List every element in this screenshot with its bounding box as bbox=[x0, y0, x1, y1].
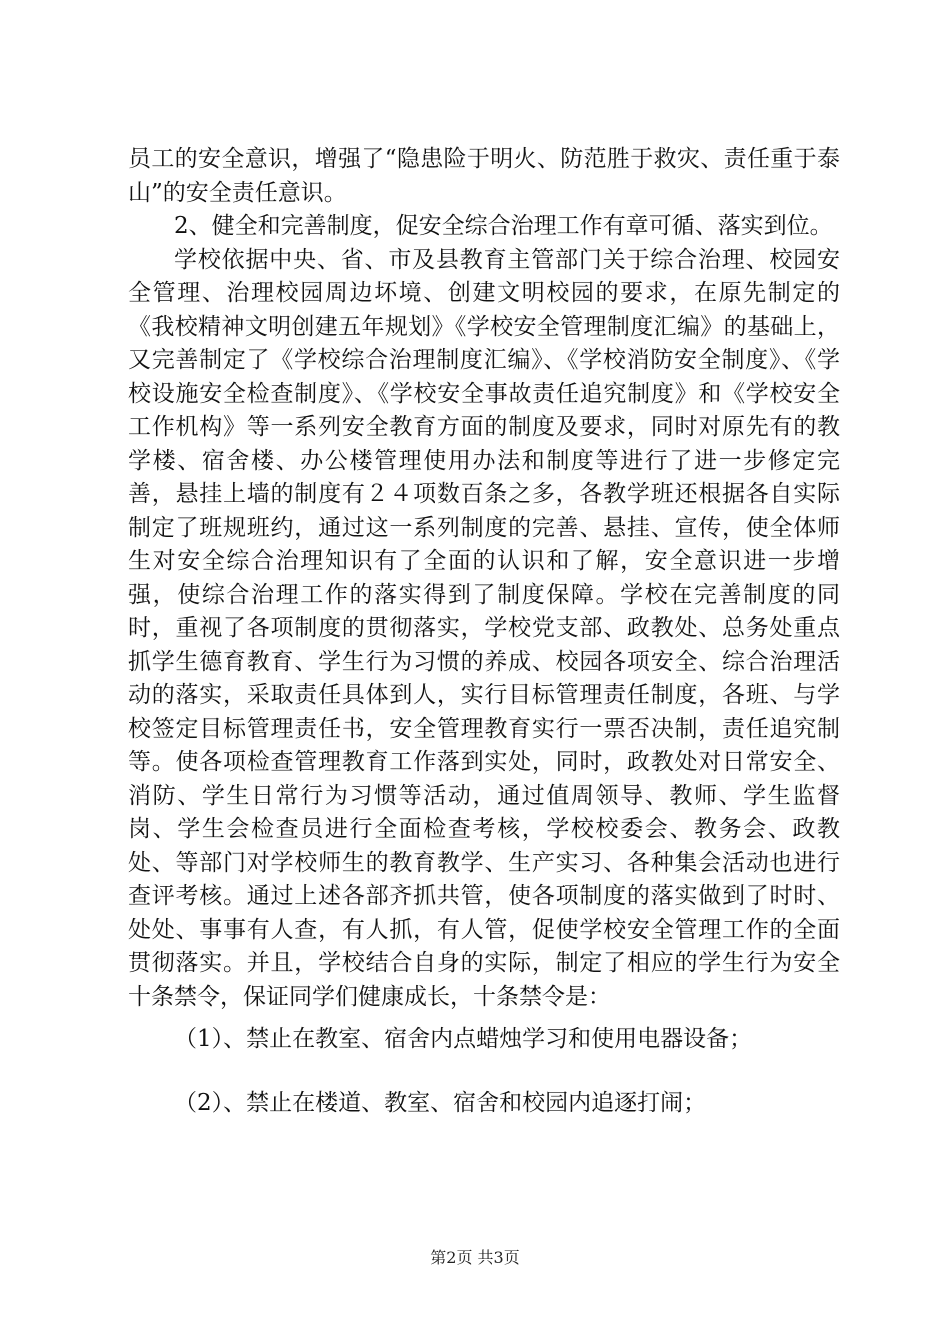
paragraph-body: 学校依据中央、省、市及县教育主管部门关于综合治理、校园安全管理、治理校园周边坏境、创建文明校园的要求，在原先制定的《我校精神文明创建五年规划》《学校安全管理制度汇编》的基础上，又完善制定了《学校综合治理制度汇编》、《学校消防安全制度》、《学校设施安全检查制度》、《学校安全事故责任追究制度》和《学校安全工作机构》等一系列安全教育方面的制度及要求，同时对原先有的教学楼、宿舍楼、办公楼管理使用办法和制度等进行了进一步修定完善，悬挂上墙的制度有２４项数百条之多，各教学班还根据各自实际制定了班规班约，通过这一系列制度的完善、悬挂、宣传，使全体师生对安全综合治理知识有了全面的认识和了解，安全意识进一步增强，使综合治理工作的落实得到了制度保障。学校在完善制度的同时，重视了各项制度的贯彻落实，学校党支部、政教处、总务处重点抓学生德育教育、学生行为习惯的养成、校园各项安全、综合治理活动的落实，采取责任具体到人，实行目标管理责任制度，各班、与学校签定目标管理责任书，安全管理教育实行一票否决制，责任追究制等。使各项检查管理教育工作落到实处，同时，政教处对日常安全、消防、学生日常行为习惯等活动，通过值周领导、教师、学生监督岗、学生会检查员进行全面检查考核，学校校委会、教务会、政教处、等部门对学校师生的教育教学、生产实习、各种集会活动也进行查评考核。通过上述各部齐抓共管，使各项制度的落实做到了时时、处处、事事有人查，有人抓，有人管，促使学校安全管理工作的全面贯彻落实。并且，学校结合自身的实际，制定了相应的学生行为安全十条禁令，保证同学们健康成长，十条禁令是： bbox=[128, 246, 840, 1010]
paragraph-continuation: 员工的安全意识，增强了“隐患险于明火、防范胜于救灾、责任重于泰山”的安全责任意识。 bbox=[128, 146, 840, 206]
page-footer: 第2页 共3页 bbox=[430, 1248, 520, 1267]
paragraph-section-heading: 2、健全和完善制度，促安全综合治理工作有章可循、落实到位。 bbox=[174, 213, 833, 239]
list-item-rule-1: （1）、禁止在教室、宿舍内点蜡烛学习和使用电器设备； bbox=[174, 1026, 753, 1052]
list-item-rule-2: （2）、禁止在楼道、教室、宿舍和校园内追逐打闹； bbox=[174, 1089, 707, 1116]
document-body bbox=[128, 143, 840, 1120]
